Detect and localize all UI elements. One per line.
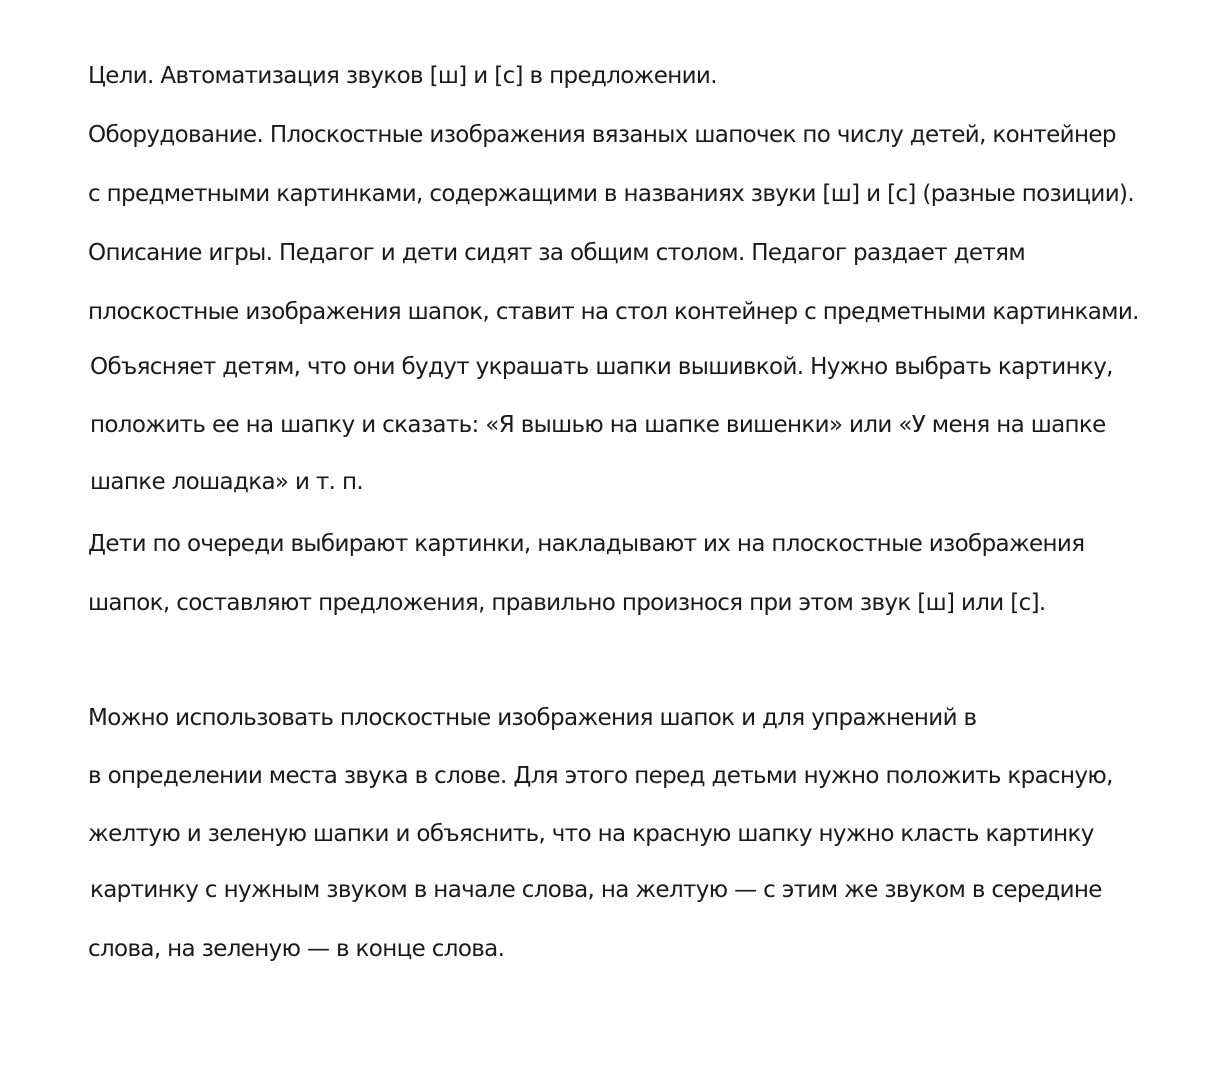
game-description-line-5: шапке лошадка» и т. п. [90, 469, 364, 495]
variation-line-5: слова, на зеленую — в конце слова. [88, 936, 505, 962]
game-process-line-2: шапок, составляют предложения, правильно произнося при этом звук [ш] или [с]. [88, 590, 1046, 616]
game-description-line-2: плоскостные изображения шапок, ставит на стол контейнер с предметными картинками. [88, 299, 1139, 325]
variation-line-1: Можно использовать плоскостные изображения шапок и для упражнений в [88, 705, 977, 731]
equipment-line-1: Оборудование. Плоскостные изображения вязаных шапочек по числу детей, контейнер [88, 122, 1116, 148]
game-description-line-3: Объясняет детям, что они будут украшать шапки вышивкой. Нужно выбрать картинку, [90, 354, 1113, 380]
goals-line: Цели. Автоматизация звуков [ш] и [с] в предложении. [88, 63, 717, 89]
game-process-line-1: Дети по очереди выбирают картинки, накладывают их на плоскостные изображения [88, 531, 1085, 557]
equipment-line-2: с предметными картинками, содержащими в названиях звуки [ш] и [с] (разные позиции). [88, 181, 1134, 207]
variation-line-3: желтую и зеленую шапки и объяснить, что на красную шапку нужно класть картинку [88, 821, 1094, 847]
variation-line-4: картинку с нужным звуком в начале слова, на желтую — с этим же звуком в середине [90, 877, 1102, 903]
variation-line-2: в определении места звука в слове. Для этого перед детьми нужно положить красную, [88, 763, 1113, 789]
game-description-line-1: Описание игры. Педагог и дети сидят за общим столом. Педагог раздает детям [88, 240, 1026, 266]
game-description-line-4: положить ее на шапку и сказать: «Я вышью на шапке вишенки» или «У меня на шапке [90, 412, 1106, 438]
